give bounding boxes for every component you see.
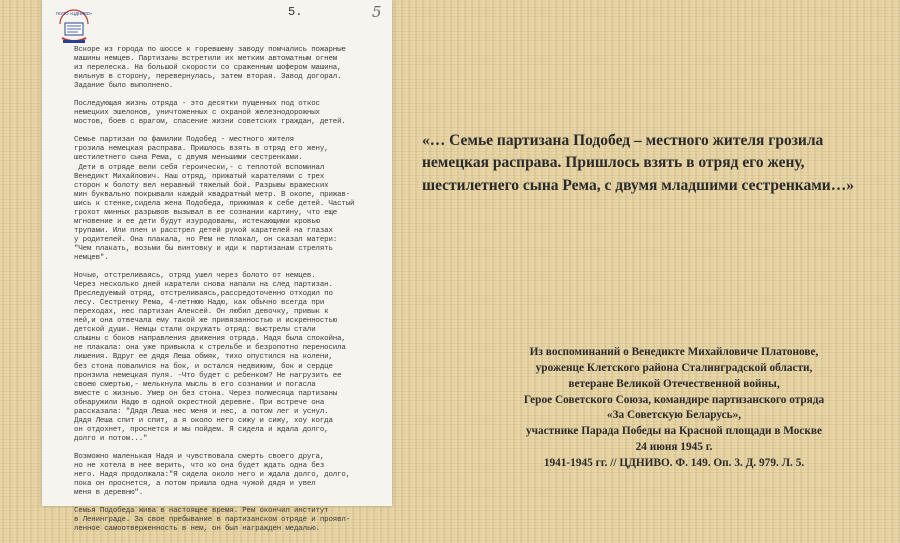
source-line: 1941-1945 гг. // ЦДНИВО. Ф. 149. Оп. 3. Д. 979. Л. 5. bbox=[543, 456, 805, 469]
document-scan bbox=[42, 0, 392, 534]
typed-text-body bbox=[74, 46, 386, 543]
page-number: 5. bbox=[288, 5, 303, 19]
paragraph: Возможно маленькая Надя и чувствовала смерть своего друга, но не хотела в нее верить, что ко она будет ждать одна без него. Надя продолжала:"Я сидела около него и ждала долго, долго, пока он проснется, а потом пришла одна чужой дядя и увел меня в деревню". bbox=[74, 452, 351, 498]
source-line: участнике Парада Победы на Красной площади в Москве bbox=[525, 425, 823, 438]
handwritten-page-number: 5 bbox=[372, 3, 382, 21]
source-line: «За Советскую Беларусь», bbox=[606, 409, 742, 422]
paragraph: Семье партизан по фамилии Подобед - местного жителя грозила немецкая расправа. Пришлось взять в отряд его жену, шестилетнего сына Рема, с двумя меньшими сестренками. Дети в отряде вели себя героически,- с теплотой вспоминал Венедикт Михайлович. Наш отряд, прижатый карателями с трех сторон к болоту вел неравный тяжелый бой. Разрывы вражеских мин буквально покрывали каждый квадратный метр. В окопе, прижав- шись к стенке,сидела жена Подобеда, прижимая к себе детей. Частый грохот минных разрывов вызывал в ее сознании картину, что еще мгновение и ее дети будут изуродованы, истекающими кровью трупами. Или плен и расстрел детей рукой карателей на глазах у родителей. Она плакала, но Рем не плакал, он сказал матери: "Чем плакать, возьми бы винтовку и иди к партизанам стрелять немцев". bbox=[74, 136, 355, 262]
paragraph: Семья Подобеда жива в настоящее время. Рем окончил институт в Ленинграде. За свое пребывание в партизанском отряде и проявл- ленное самоотверженность в нем, он был награжден медалью. bbox=[74, 507, 351, 534]
paragraph: Последующая жизнь отряда - это десятки пущенных под откос немецких эшелонов, уничтоженных с охраной железнодорожных мостов, боев с врагом, спасение жизни советских граждан, детей. bbox=[74, 100, 346, 127]
logo-text: ГКУЗО «ЦДНИВО» bbox=[55, 11, 93, 16]
paragraph: Ночью, отстреливаясь, отряд ушел через болото от немцев. Через несколько дней каратели снова напали на след партизан. Преследуемый отряд, отстреливаясь,рассредоточенно отходил по лесу. Сестренку Рема, 4-летнюю Надю, как обычно всегда при переходах, нес партизан Алексей. Он любил девочку, привык к ней,и она отвечала ему такой же привязанностью и искренностью детской души. Немцы стали окружать отряд: выстрелы стали слышны с боков направления движения отряда. Надя была спокойна, не плакала: она уже привыкла к стрельбе и безропотно переносила лишения. Вдруг ее дядя Леша обмяк, тихо опустился на колени, без стона повалился на бок, и остался недвижим, бок и сердце пронзила немецкая пуля. -Что будет с ребенком? Не нагрузить ее своею смертью,- мелькнула мысль в его сознании и погасла вместе с жизнью. Умер он без стона. Через полмесяца партизаны обнаружили Надю в одной окрестной деревне. При встрече она рассказала: "Дядя Леша нес меня и нес, а потом лег и уснул. Дядя Леша спит и спит, а я около него сижу и сижу, хоу когда он отдохнет, проснется и мы пойдем. Я сидела и ждала долго, долго и потом..." bbox=[74, 272, 346, 443]
source-line: 24 июня 1945 г. bbox=[635, 441, 713, 454]
source-line: Из воспоминаний о Венедикте Михайловиче Платонове, bbox=[529, 346, 819, 358]
source-line: ветеране Великой Отечественной войны, bbox=[568, 377, 780, 390]
archive-logo-icon bbox=[54, 6, 94, 46]
source-line: Герое Советского Союза, командире партизанского отряда bbox=[523, 393, 825, 406]
quote-text: «… Семье партизана Подобед – местного жителя грозила немецкая расправа. Пришлось взять в отряд его жену, шестилетнего сына Рема, с двумя младшими сестренками…» bbox=[422, 132, 854, 194]
source-line: уроженце Клетского района Сталинградской области, bbox=[535, 361, 813, 374]
paragraph: Вскоре из города по шоссе к горевшему заводу помчались пожарные машины немцев. Партизаны встретили их метким автоматным огнем из перелеска. На большой скорости со сраженным шофером машина, вильнув в сторону, перевернулась, затем вторая. Завод догорал. Задание было выполнено. bbox=[74, 46, 346, 91]
source-caption bbox=[470, 345, 878, 472]
